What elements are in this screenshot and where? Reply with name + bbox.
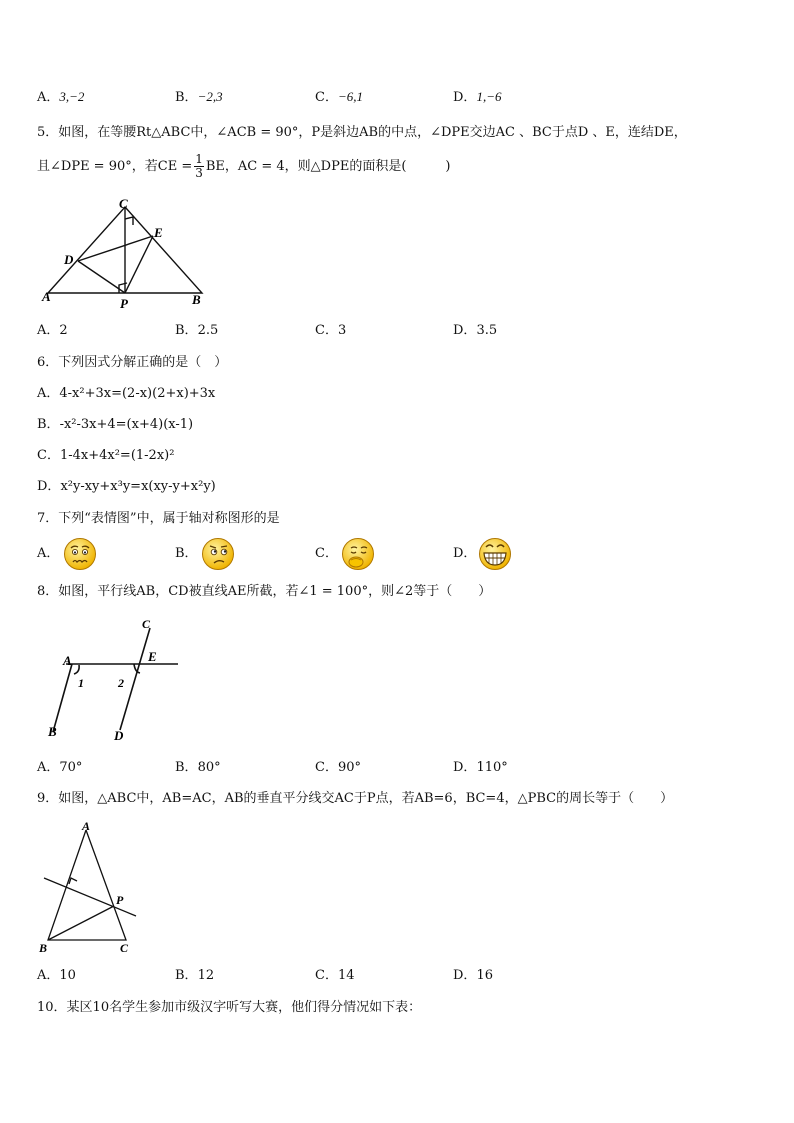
q8-label-angle-2: 2 [118, 676, 124, 690]
q8-label-b: B [48, 724, 57, 739]
q9-option-a: A．10 [37, 968, 76, 983]
q5-option-b: B．2.5 [175, 323, 219, 338]
thinking-face-icon [201, 537, 235, 571]
q5-label-b: B [192, 292, 201, 307]
q10-stem: 10．某区10名学生参加市级汉字听写大赛，他们得分情况如下表： [37, 1000, 422, 1015]
q6-option-d: D．x²y-xy+x³y=x(xy-y+x²y) [37, 479, 216, 494]
q6-option-b: B．-x²-3x+4=(x+4)(x-1) [37, 417, 194, 432]
q8-label-a: A [63, 653, 72, 668]
q9-figure [36, 818, 146, 958]
q8-label-d: D [114, 728, 124, 743]
q6-stem: 6．下列因式分解正确的是（ ） [37, 355, 228, 370]
q7-option-d-label: D． [453, 546, 477, 561]
q5-option-c: C．3 [315, 323, 347, 338]
q9-label-a: A [82, 819, 91, 833]
q8-label-e: E [148, 649, 157, 664]
q8-figure [38, 614, 188, 744]
q9-option-b: B．12 [175, 968, 215, 983]
q8-option-a: A．70° [37, 760, 83, 775]
q9-option-d: D．16 [453, 968, 493, 983]
grinning-face-icon [478, 537, 512, 571]
worried-face-icon [63, 537, 97, 571]
q5-label-d: D [64, 252, 74, 267]
q7-option-b-label: B． [175, 546, 198, 561]
q9-label-b: B [39, 941, 48, 955]
q8-option-c: C．90° [315, 760, 361, 775]
q5-option-d: D．3.5 [453, 323, 498, 338]
q5-option-a: A．2 [37, 323, 68, 338]
q6-option-a: A．4-x²+3x=(2-x)(2+x)+3x [37, 386, 216, 401]
q7-option-c-label: C． [315, 546, 338, 561]
q4-option-b: B．−2,3 [175, 89, 223, 105]
q8-option-b: B．80° [175, 760, 221, 775]
hand-on-chin-face-icon [341, 537, 375, 571]
q5-fraction: $\frac{1}{3}$ [195, 152, 203, 180]
q5-label-c: C [119, 196, 128, 211]
q5-label-a: A [42, 289, 51, 304]
q8-label-c: C [142, 617, 151, 631]
q4-option-c: C．−6,1 [315, 89, 363, 105]
q9-option-c: C．14 [315, 968, 355, 983]
q5-label-p: P [120, 296, 128, 311]
q4-option-d: D．1,−6 [453, 89, 502, 105]
q5-figure [38, 195, 218, 313]
q8-stem: 8．如图，平行线AB，CD被直线AE所截，若∠1 = 100°，则∠2等于（ ） [37, 584, 492, 599]
q6-option-c: C．1-4x+4x²=(1-2x)² [37, 448, 175, 463]
q8-option-d: D．110° [453, 760, 508, 775]
q8-label-angle-1: 1 [78, 676, 84, 690]
q5-stem-line2: 且∠DPE = 90°，若CE = $\frac{1}{3}$ BE，AC = 4，则△DPE的面积是( ) [37, 152, 451, 180]
q7-option-a-label: A． [37, 546, 60, 561]
q5-stem-line1: 5．如图，在等腰Rt△ABC中，∠ACB = 90°，P是斜边AB的中点，∠DPE交边AC 、BC于点D 、E，连结DE， [37, 125, 687, 140]
q9-stem: 9．如图，△ABC中，AB=AC，AB的垂直平分线交AC于P点，若AB=6，BC=4，△PBC的周长等于（ ） [37, 791, 674, 806]
q9-label-p: P [116, 893, 124, 907]
q4-option-a: A．3,−2 [37, 89, 85, 105]
q5-label-e: E [154, 225, 163, 240]
q7-stem: 7．下列“表情图”中，属于轴对称图形的是 [37, 511, 280, 526]
q9-label-c: C [120, 941, 129, 955]
